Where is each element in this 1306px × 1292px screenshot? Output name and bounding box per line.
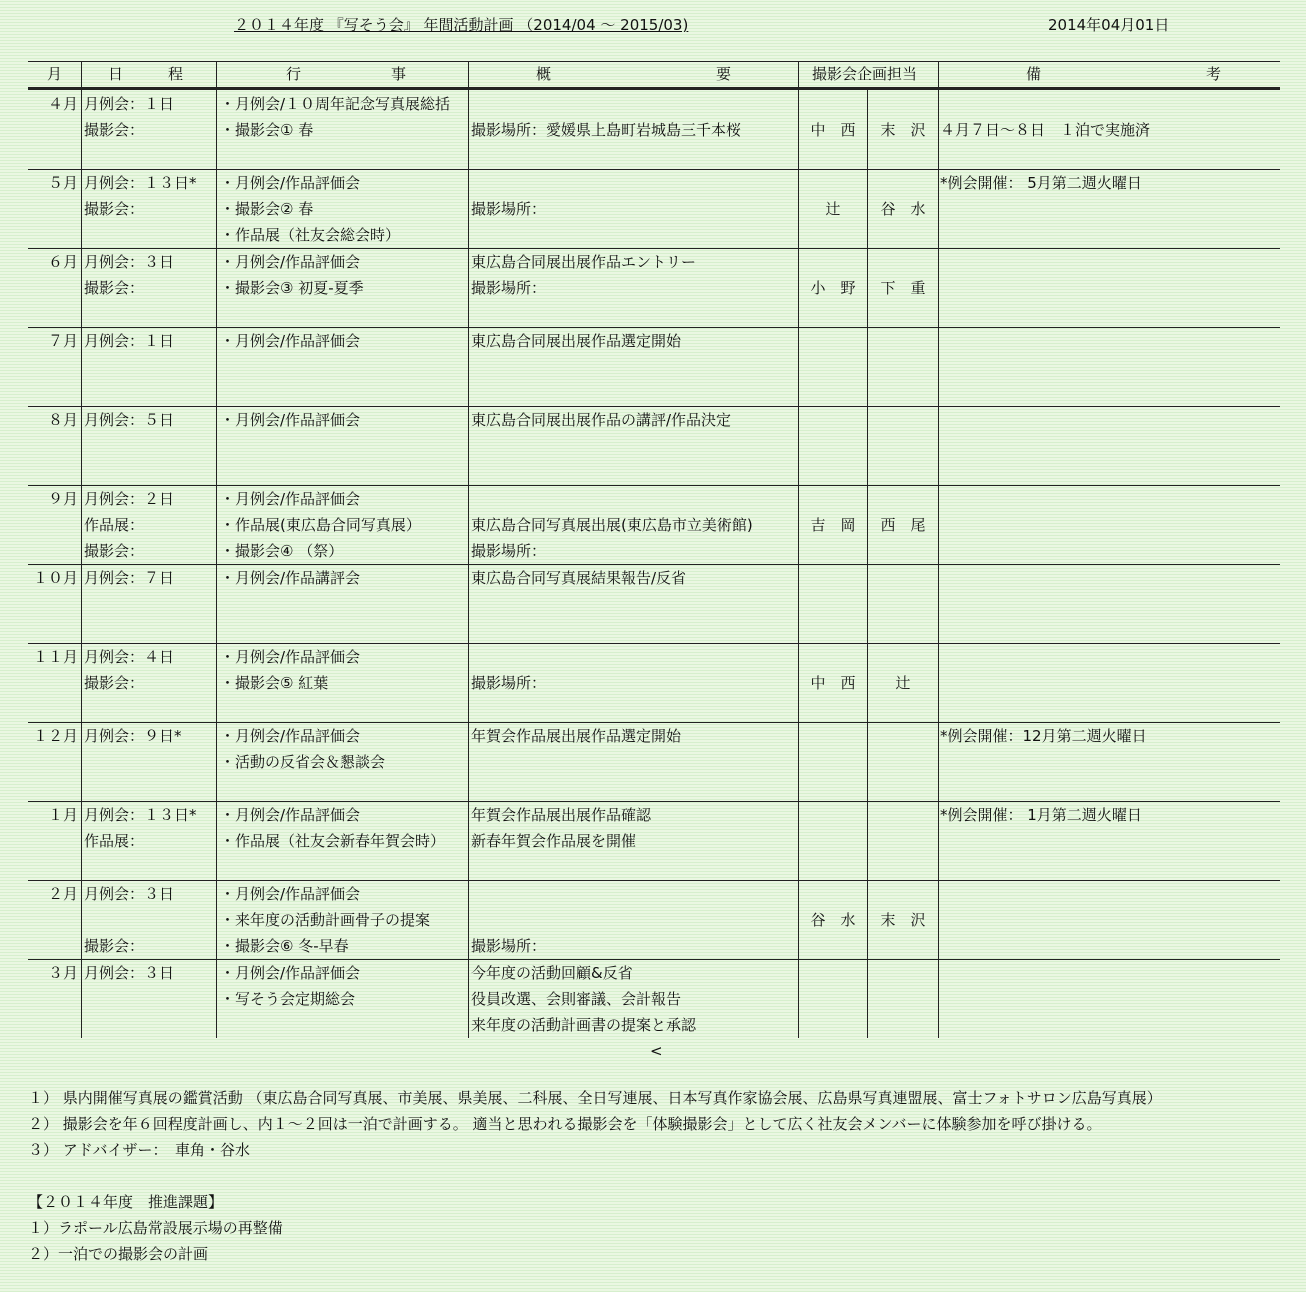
summary-cell: 来年度の活動計画書の提案と承認 xyxy=(471,1016,697,1034)
month-cell: １月 xyxy=(47,806,78,824)
row-divider xyxy=(28,485,1280,486)
event-cell: ・作品展（社友会総会時） xyxy=(220,226,401,244)
event-cell: ・月例会/１０周年記念写真展総括 xyxy=(220,95,451,113)
schedule-cell: 作品展： xyxy=(84,516,145,534)
schedule-cell: 撮影会： xyxy=(84,121,145,139)
schedule-cell: 月例会：１３日* xyxy=(84,174,197,192)
month-cell: ２月 xyxy=(47,885,78,903)
organizer-2-cell: 末 沢 xyxy=(880,121,926,139)
event-cell: ・撮影会⑥ 冬-早春 xyxy=(220,937,349,955)
row-divider xyxy=(28,880,1280,881)
header-month: 月 xyxy=(47,65,63,83)
summary-cell: 撮影場所： xyxy=(471,200,547,218)
organizer-1-cell: 辻 xyxy=(825,200,841,218)
summary-cell: 撮影場所： xyxy=(471,542,547,560)
row-divider xyxy=(28,406,1280,407)
summary-cell: 年賀会作品展出展作品選定開始 xyxy=(471,727,682,745)
row-divider xyxy=(28,959,1280,960)
schedule-cell: 月例会：９日* xyxy=(84,727,182,745)
row-divider xyxy=(28,564,1280,565)
summary-cell: 撮影場所： xyxy=(471,279,547,297)
event-cell: ・月例会/作品評価会 xyxy=(220,332,361,350)
event-cell: ・月例会/作品評価会 xyxy=(220,490,361,508)
event-cell: ・月例会/作品評価会 xyxy=(220,648,361,666)
month-cell: ６月 xyxy=(47,253,78,271)
summary-cell: 東広島合同展出展作品の講評/作品決定 xyxy=(471,411,732,429)
event-cell: ・撮影会③ 初夏-夏季 xyxy=(220,279,364,297)
row-divider xyxy=(28,248,1280,249)
schedule-cell: 月例会：２日 xyxy=(84,490,175,508)
organizer-2-cell: 谷 水 xyxy=(880,200,926,218)
summary-cell: 役員改選、会則審議、会計報告 xyxy=(471,990,682,1008)
month-cell: １２月 xyxy=(32,727,78,745)
organizer-1-cell: 中 西 xyxy=(810,121,856,139)
column-divider xyxy=(216,62,217,1038)
schedule-cell: 月例会：１日 xyxy=(84,332,175,350)
schedule-cell: 月例会：３日 xyxy=(84,253,175,271)
column-divider xyxy=(468,62,469,1038)
event-cell: ・来年度の活動計画骨子の提案 xyxy=(220,911,431,929)
month-cell: ３月 xyxy=(47,964,78,982)
summary-cell: 年賀会作品展出展作品確認 xyxy=(471,806,652,824)
remarks-cell: *例会開催： 1月第二週火曜日 xyxy=(940,806,1142,824)
event-cell: ・月例会/作品評価会 xyxy=(220,806,361,824)
organizer-2-cell: 下 重 xyxy=(880,279,926,297)
summary-cell: 今年度の活動回顧&反省 xyxy=(471,964,633,982)
event-cell: ・作品展(東広島合同写真展） xyxy=(220,516,421,534)
schedule-cell: 月例会：１日 xyxy=(84,95,175,113)
task-1: １）ラポール広島常設展示場の再整備 xyxy=(28,1219,283,1237)
organizer-1-cell: 吉 岡 xyxy=(810,516,856,534)
month-cell: ９月 xyxy=(47,490,78,508)
month-cell: ４月 xyxy=(47,95,78,113)
event-cell: ・月例会/作品評価会 xyxy=(220,174,361,192)
organizer-2-cell: 辻 xyxy=(895,674,911,692)
event-cell: ・撮影会⑤ 紅葉 xyxy=(220,674,329,692)
task-2: ２）一泊での撮影会の計画 xyxy=(28,1245,209,1263)
note-3: ３） アドバイザー： 車角・谷水 xyxy=(28,1141,250,1159)
schedule-cell: 月例会：５日 xyxy=(84,411,175,429)
header-schedule: 日 程 xyxy=(108,65,184,83)
month-cell: １１月 xyxy=(32,648,78,666)
header-organizer: 撮影会企画担当 xyxy=(812,65,918,83)
schedule-cell: 撮影会： xyxy=(84,279,145,297)
remarks-cell: *例会開催：12月第二週火曜日 xyxy=(940,727,1147,745)
organizer-1-cell: 中 西 xyxy=(810,674,856,692)
event-cell: ・月例会/作品評価会 xyxy=(220,964,361,982)
schedule-cell: 撮影会： xyxy=(84,542,145,560)
event-cell: ・月例会/作品評価会 xyxy=(220,727,361,745)
event-cell: ・作品展（社友会新春年賀会時） xyxy=(220,832,446,850)
schedule-cell: 撮影会： xyxy=(84,937,145,955)
schedule-cell: 月例会：３日 xyxy=(84,964,175,982)
row-divider xyxy=(28,169,1280,170)
summary-cell: 東広島合同展出展作品エントリー xyxy=(471,253,697,271)
schedule-cell: 作品展： xyxy=(84,832,145,850)
event-cell: ・月例会/作品講評会 xyxy=(220,569,361,587)
event-cell: ・月例会/作品評価会 xyxy=(220,885,361,903)
event-cell: ・撮影会① 春 xyxy=(220,121,314,139)
month-cell: １０月 xyxy=(32,569,78,587)
summary-cell: 撮影場所： xyxy=(471,674,547,692)
row-divider xyxy=(28,722,1280,723)
schedule-cell: 月例会：４日 xyxy=(84,648,175,666)
summary-cell: 東広島合同写真展出展(東広島市立美術館) xyxy=(471,516,753,534)
organizer-1-cell: 谷 水 xyxy=(810,911,856,929)
summary-cell: 東広島合同展出展作品選定開始 xyxy=(471,332,682,350)
organizer-1-cell: 小 野 xyxy=(810,279,856,297)
summary-cell: 東広島合同写真展結果報告/反省 xyxy=(471,569,687,587)
tasks-heading: 【２０１４年度 推進課題】 xyxy=(28,1193,224,1211)
row-divider xyxy=(28,327,1280,328)
month-cell: ５月 xyxy=(47,174,78,192)
column-divider xyxy=(938,62,939,1038)
organizer-2-cell: 末 沢 xyxy=(880,911,926,929)
row-divider xyxy=(28,801,1280,802)
column-divider xyxy=(81,62,82,1038)
month-cell: ８月 xyxy=(47,411,78,429)
document-date: 2014年04月01日 xyxy=(1048,16,1170,34)
header-event: 行 事 xyxy=(286,65,407,83)
schedule-cell: 撮影会： xyxy=(84,674,145,692)
header-summary: 概 要 xyxy=(536,65,732,83)
schedule-cell: 月例会：１３日* xyxy=(84,806,197,824)
summary-cell: 撮影場所：愛媛県上島町岩城島三千本桜 xyxy=(471,121,742,139)
summary-cell: 新春年賀会作品展を開催 xyxy=(471,832,637,850)
month-cell: ７月 xyxy=(47,332,78,350)
note-1: １） 県内開催写真展の鑑賞活動 （東広島合同写真展、市美展、県美展、二科展、全日写連展、日本写真作家協会展、広島県写真連盟展、富士フォトサロン広島写真展） xyxy=(28,1089,1162,1107)
event-cell: ・写そう会定期総会 xyxy=(220,990,356,1008)
header-remarks: 備 考 xyxy=(1026,65,1222,83)
schedule-cell: 月例会：３日 xyxy=(84,885,175,903)
table-marker: < xyxy=(650,1042,663,1060)
schedule-cell: 月例会：７日 xyxy=(84,569,175,587)
event-cell: ・撮影会② 春 xyxy=(220,200,314,218)
row-divider xyxy=(28,643,1280,644)
schedule-cell: 撮影会： xyxy=(84,200,145,218)
remarks-cell: *例会開催： 5月第二週火曜日 xyxy=(940,174,1142,192)
note-2: ２） 撮影会を年６回程度計画し、内１～２回は一泊で計画する。 適当と思われる撮影会を「体験撮影会」として広く社友会メンバーに体験参加を呼び掛ける。 xyxy=(28,1115,1102,1133)
event-cell: ・月例会/作品評価会 xyxy=(220,253,361,271)
event-cell: ・撮影会④ （祭） xyxy=(220,542,344,560)
event-cell: ・月例会/作品評価会 xyxy=(220,411,361,429)
organizer-2-cell: 西 尾 xyxy=(880,516,926,534)
event-cell: ・活動の反省会＆懇談会 xyxy=(220,753,386,771)
page-title: ２０１４年度 『写そう会』 年間活動計画 （2014/04 ～ 2015/03) xyxy=(234,16,689,34)
summary-cell: 撮影場所： xyxy=(471,937,547,955)
remarks-cell: ４月７日～８日 １泊で実施済 xyxy=(940,121,1151,139)
